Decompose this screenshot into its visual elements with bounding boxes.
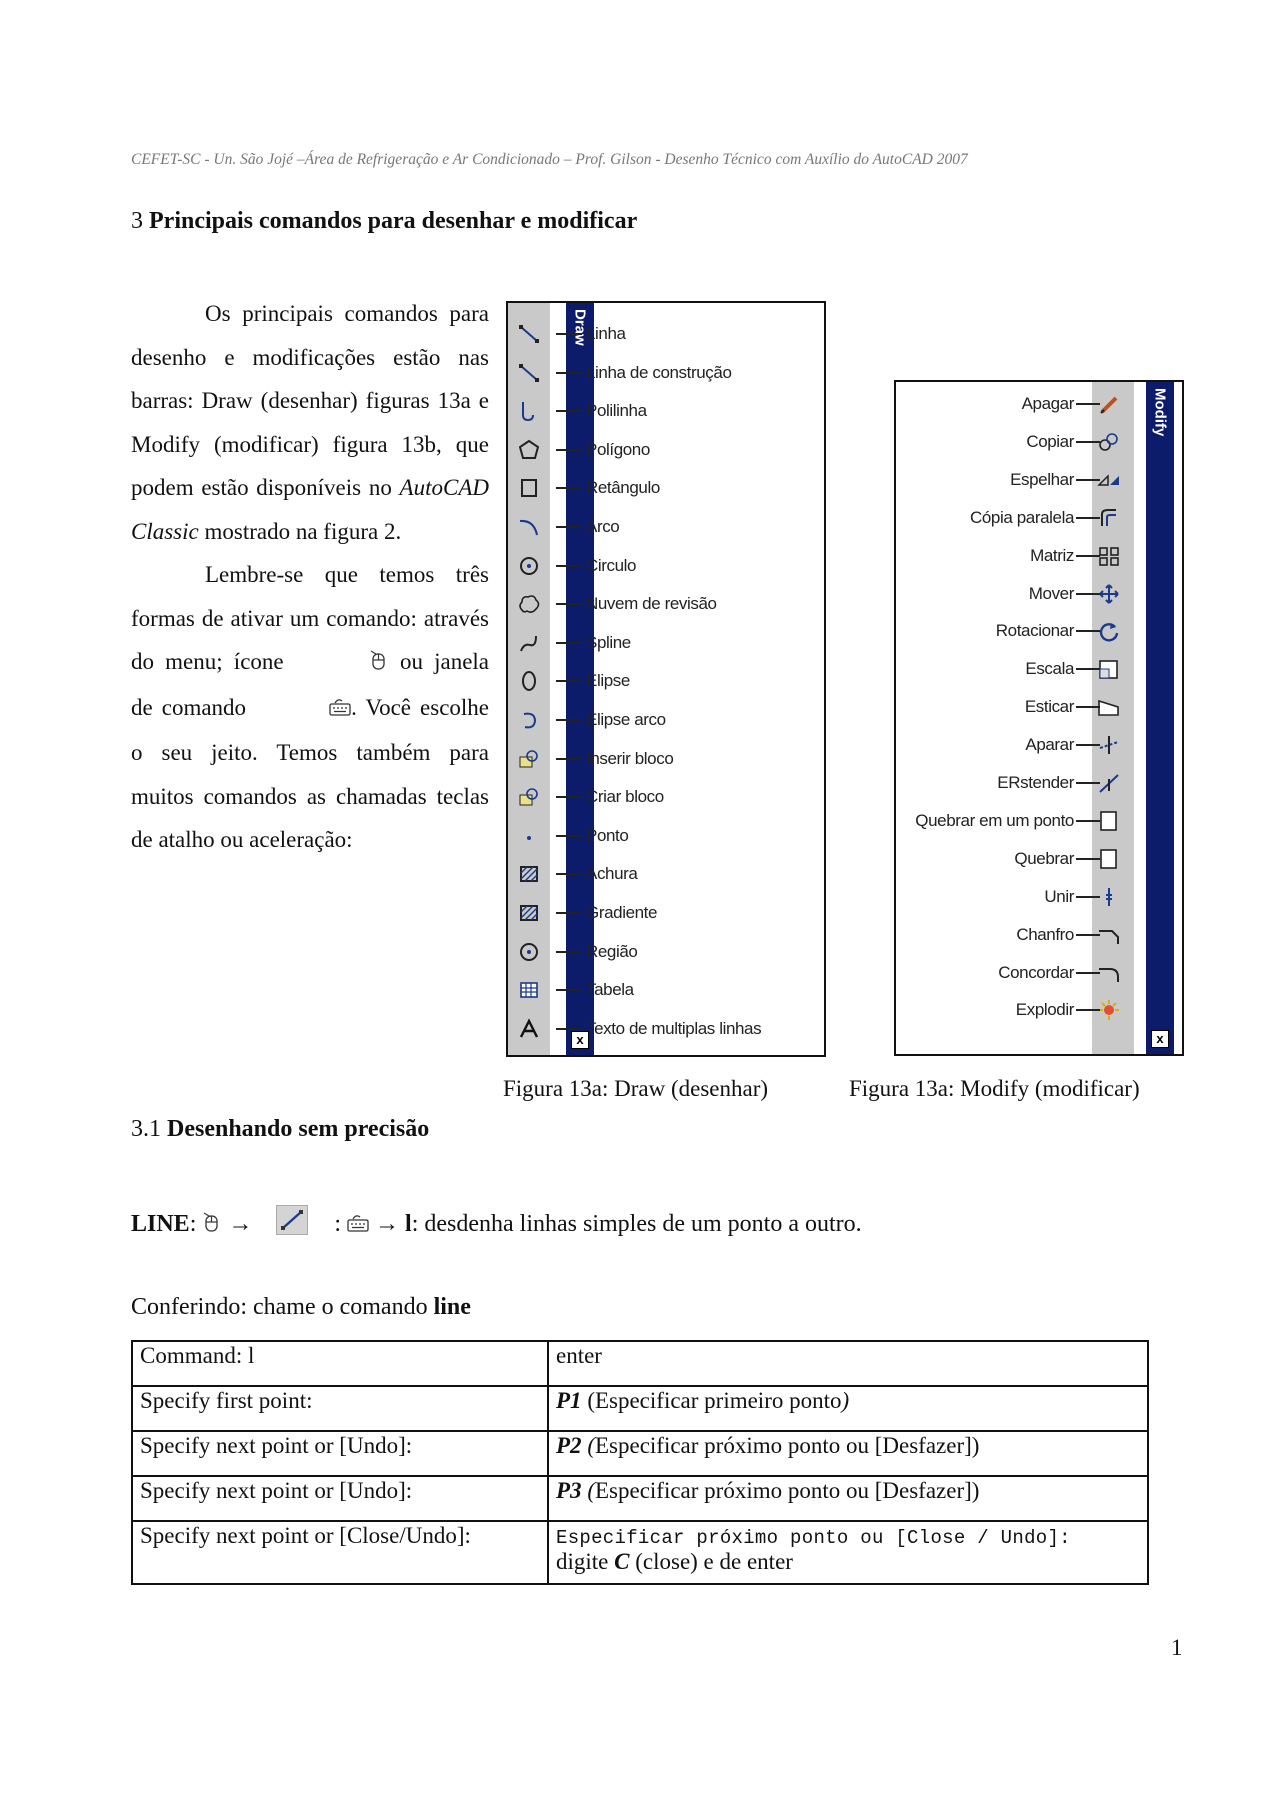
leader-line <box>556 642 582 644</box>
toolbar-item[interactable] <box>508 476 824 500</box>
construction-line-icon[interactable] <box>516 361 542 385</box>
toolbar-item[interactable] <box>508 554 824 578</box>
ellipse-arc-icon[interactable] <box>516 708 542 732</box>
leader-line <box>1076 668 1100 670</box>
leader-line <box>556 372 582 374</box>
toolbar-item[interactable] <box>508 940 824 964</box>
insert-block-icon[interactable] <box>516 747 542 771</box>
table-row <box>132 1341 1148 1386</box>
toolbar-item[interactable] <box>508 361 824 385</box>
arc-icon[interactable] <box>516 515 542 539</box>
toolbar-item[interactable] <box>508 322 824 346</box>
line-shortcut-key: l <box>405 1211 412 1237</box>
toolbar-item[interactable] <box>508 978 824 1002</box>
toolbar-item[interactable] <box>508 785 824 809</box>
line-icon[interactable] <box>516 322 542 346</box>
toolbar-item-label: Arco <box>586 517 620 536</box>
leader-line <box>556 603 582 605</box>
leader-line <box>556 487 582 489</box>
toolbar-item[interactable] <box>896 695 1182 719</box>
intro-text <box>131 292 489 862</box>
subsection-title-text: Desenhando sem precisão <box>167 1116 430 1142</box>
toolbar-item-label: Aparar <box>1025 735 1074 755</box>
toolbar-item[interactable] <box>896 847 1182 871</box>
table-cell: Specify first point: <box>132 1386 548 1431</box>
ellipse-icon[interactable] <box>516 669 542 693</box>
leader-line <box>1076 517 1100 519</box>
intro-paragraph-2: Lembre-se que temos três formas de ativar um comando: através do menu; ícone ou janela de comando . Você escolhe o seu jeito. Temos também para muitos comandos as chamadas teclas de atalho ou aceleração: <box>131 562 490 852</box>
toolbar-item-label: Unir <box>1044 886 1074 906</box>
toolbar-item[interactable] <box>896 809 1182 833</box>
leader-line <box>556 680 582 682</box>
toolbar-item[interactable] <box>508 901 824 925</box>
toolbar-item-label: Espelhar <box>1010 469 1074 489</box>
toolbar-item-label: Ponto <box>586 825 629 845</box>
conferindo-text: Conferindo: chame o comando line <box>131 1294 471 1320</box>
toolbar-item-label: Inserir bloco <box>586 748 674 768</box>
toolbar-item[interactable] <box>896 619 1182 643</box>
leader-line <box>556 796 582 798</box>
modify-figure-caption: Figura 13a: Modify (modificar) <box>849 1076 1140 1101</box>
leader-line <box>1076 593 1100 595</box>
leader-line <box>1076 630 1100 632</box>
toolbar-item-label: Matriz <box>1030 545 1074 565</box>
leader-line <box>556 951 582 953</box>
leader-line <box>1076 820 1100 822</box>
line-command-description: : desdenha linhas simples de um ponto a outro. <box>411 1211 862 1237</box>
toolbar-item[interactable] <box>896 392 1182 416</box>
table-cell: Specify next point or [Close/Undo]: <box>132 1521 548 1584</box>
multiline-text-icon[interactable] <box>516 1017 542 1041</box>
line-command-name: LINE <box>131 1211 190 1237</box>
toolbar-item-label: Texto de multiplas linhas <box>586 1018 762 1038</box>
mouse-icon <box>295 642 389 686</box>
toolbar-item[interactable] <box>508 592 824 616</box>
point-icon[interactable] <box>516 824 542 848</box>
table-row <box>132 1521 1148 1584</box>
leader-line <box>556 835 582 837</box>
leader-line <box>1076 934 1100 936</box>
toolbar-item-label: Apagar <box>1021 394 1074 413</box>
leader-line <box>1076 744 1100 746</box>
toolbar-item-label: Linha de construção <box>586 362 732 382</box>
leader-line <box>556 333 582 335</box>
toolbar-item-label: Rotacionar <box>995 621 1074 641</box>
toolbar-item[interactable] <box>896 657 1182 681</box>
table-row <box>132 1476 1148 1521</box>
line-tool-button[interactable] <box>276 1205 308 1235</box>
region-icon[interactable] <box>516 940 542 964</box>
table-row <box>132 1386 1148 1431</box>
toolbar-item-label: Achura <box>586 864 638 884</box>
section-title <box>131 208 637 235</box>
leader-line <box>1076 782 1100 784</box>
leader-line <box>1076 972 1100 974</box>
toolbar-item[interactable] <box>508 515 824 539</box>
toolbar-item-label: ERstender <box>997 773 1074 792</box>
toolbar-item-label: Gradiente <box>586 903 658 922</box>
make-block-icon[interactable] <box>516 785 542 809</box>
leader-line <box>1076 896 1100 898</box>
circle-icon[interactable] <box>516 554 542 578</box>
toolbar-item[interactable] <box>508 824 824 848</box>
leader-line <box>1076 706 1100 708</box>
toolbar-item-label: Spline <box>586 632 631 652</box>
draw-close-button[interactable]: x <box>571 1031 589 1049</box>
toolbar-item-label: Linha <box>586 324 626 343</box>
leader-line <box>1076 479 1100 481</box>
toolbar-item-label: Criar bloco <box>586 787 664 807</box>
mouse-icon <box>202 1211 222 1240</box>
command-table <box>131 1340 1149 1585</box>
toolbar-item-label: Elipse <box>586 671 630 691</box>
toolbar-item[interactable] <box>508 1017 824 1041</box>
subsection-title <box>131 1116 429 1143</box>
toolbar-item-label: Circulo <box>586 555 637 575</box>
leader-line <box>1076 555 1100 557</box>
toolbar-item[interactable] <box>896 998 1182 1022</box>
toolbar-item[interactable] <box>896 582 1182 606</box>
spline-icon[interactable] <box>516 631 542 655</box>
toolbar-item[interactable] <box>896 885 1182 909</box>
table-cell: Specify next point or [Undo]: <box>132 1431 548 1476</box>
hatch-icon[interactable] <box>516 862 542 886</box>
page-header: CEFET-SC - Un. São Jojé –Área de Refrigeração e Ar Condicionado – Prof. Gilson - Desenho Técnico com Auxílio do AutoCAD 2007 <box>131 151 968 168</box>
leader-line <box>1076 403 1100 405</box>
section-title-text: Principais comandos para desenhar e modificar <box>149 208 638 234</box>
toolbar-item[interactable] <box>896 961 1182 985</box>
toolbar-item-label: Tabela <box>586 980 634 1000</box>
leader-line <box>556 758 582 760</box>
toolbar-item-label: Copiar <box>1026 431 1074 451</box>
toolbar-item-label: Esticar <box>1024 697 1074 717</box>
arrow: → <box>228 1211 253 1237</box>
toolbar-item-label: Explodir <box>1015 1000 1074 1020</box>
toolbar-item[interactable] <box>508 708 824 732</box>
toolbar-item-label: Chanfro <box>1016 924 1074 944</box>
toolbar-item[interactable] <box>508 438 824 462</box>
toolbar-item-label: Polilinha <box>586 401 647 421</box>
toolbar-item-label: Retângulo <box>586 478 660 498</box>
toolbar-item[interactable] <box>508 669 824 693</box>
toolbar-item-label: Mover <box>1028 583 1074 603</box>
toolbar-item[interactable] <box>896 923 1182 947</box>
modify-toolbar-title: Modify <box>1151 388 1169 437</box>
toolbar-item-label: Concordar <box>998 962 1074 982</box>
toolbar-item[interactable] <box>896 771 1182 795</box>
toolbar-item[interactable] <box>896 544 1182 568</box>
toolbar-item-label: Elipse arco <box>586 710 666 729</box>
line-command-line: LINE: → : → l: desdenha linhas simples de um ponto a outro. <box>131 1205 862 1240</box>
rectangle-icon[interactable] <box>516 476 542 500</box>
table-cell: Specify next point or [Undo]: <box>132 1476 548 1521</box>
toolbar-item[interactable] <box>508 862 824 886</box>
subsection-number: 3.1 <box>131 1116 161 1142</box>
intro-paragraph-1: Os principais comandos para desenho e modificações estão nas barras: Draw (desenhar) figuras 13a e Modify (modificar) figura 13b, que podem estão disponíveis no AutoCAD Classic mostrado na figura 2. <box>131 301 489 544</box>
polygon-icon[interactable] <box>516 438 542 462</box>
leader-line <box>556 565 582 567</box>
toolbar-item[interactable] <box>896 733 1182 757</box>
leader-line <box>1076 1009 1100 1011</box>
table-icon[interactable] <box>516 978 542 1002</box>
gradient-icon[interactable] <box>516 901 542 925</box>
revision-cloud-icon[interactable] <box>516 592 542 616</box>
polyline-icon[interactable] <box>516 399 542 423</box>
leader-line <box>556 719 582 721</box>
table-cell: P2 (Especificar próximo ponto ou [Desfazer]) <box>548 1431 1148 1476</box>
draw-toolbar-title: Draw <box>571 309 589 346</box>
table-cell: Command: l <box>132 1341 548 1386</box>
leader-line <box>1076 858 1100 860</box>
leader-line <box>556 449 582 451</box>
table-cell: Especificar próximo ponto ou [Close / Undo]: digite C (close) e de enter <box>548 1521 1148 1584</box>
toolbar-item-label: Cópia paralela <box>969 507 1074 527</box>
toolbar-item-label: Nuvem de revisão <box>586 594 717 614</box>
draw-figure-caption: Figura 13a: Draw (desenhar) <box>503 1076 769 1101</box>
modify-close-button[interactable]: x <box>1151 1030 1169 1048</box>
table-cell: P3 (Especificar próximo ponto ou [Desfazer]) <box>548 1476 1148 1521</box>
table-row <box>132 1431 1148 1476</box>
modify-toolbar-figure <box>894 380 1184 1056</box>
leader-line <box>556 410 582 412</box>
keyboard-icon <box>255 688 351 732</box>
toolbar-item-label: Quebrar <box>1014 848 1074 868</box>
table-cell: enter <box>548 1341 1148 1386</box>
keyboard-icon <box>347 1213 369 1240</box>
table-cell: P1 (Especificar primeiro ponto) <box>548 1386 1148 1431</box>
toolbar-item[interactable] <box>508 399 824 423</box>
leader-line <box>1076 441 1100 443</box>
toolbar-item[interactable] <box>896 468 1182 492</box>
leader-line <box>556 989 582 991</box>
toolbar-item-label: Polígono <box>586 439 650 459</box>
draw-toolbar-figure <box>506 301 826 1057</box>
toolbar-item[interactable] <box>896 506 1182 530</box>
toolbar-item-label: Quebrar em um ponto <box>915 810 1074 830</box>
toolbar-item-label: Escala <box>1025 659 1074 679</box>
leader-line <box>556 526 582 528</box>
toolbar-item[interactable] <box>508 747 824 771</box>
toolbar-item-label: Região <box>586 941 638 961</box>
section-number: 3 <box>131 208 143 234</box>
page-number: 1 <box>1171 1635 1183 1660</box>
leader-line <box>556 912 582 914</box>
toolbar-item[interactable] <box>896 430 1182 454</box>
leader-line <box>556 873 582 875</box>
leader-line <box>556 1028 582 1030</box>
toolbar-item[interactable] <box>508 631 824 655</box>
